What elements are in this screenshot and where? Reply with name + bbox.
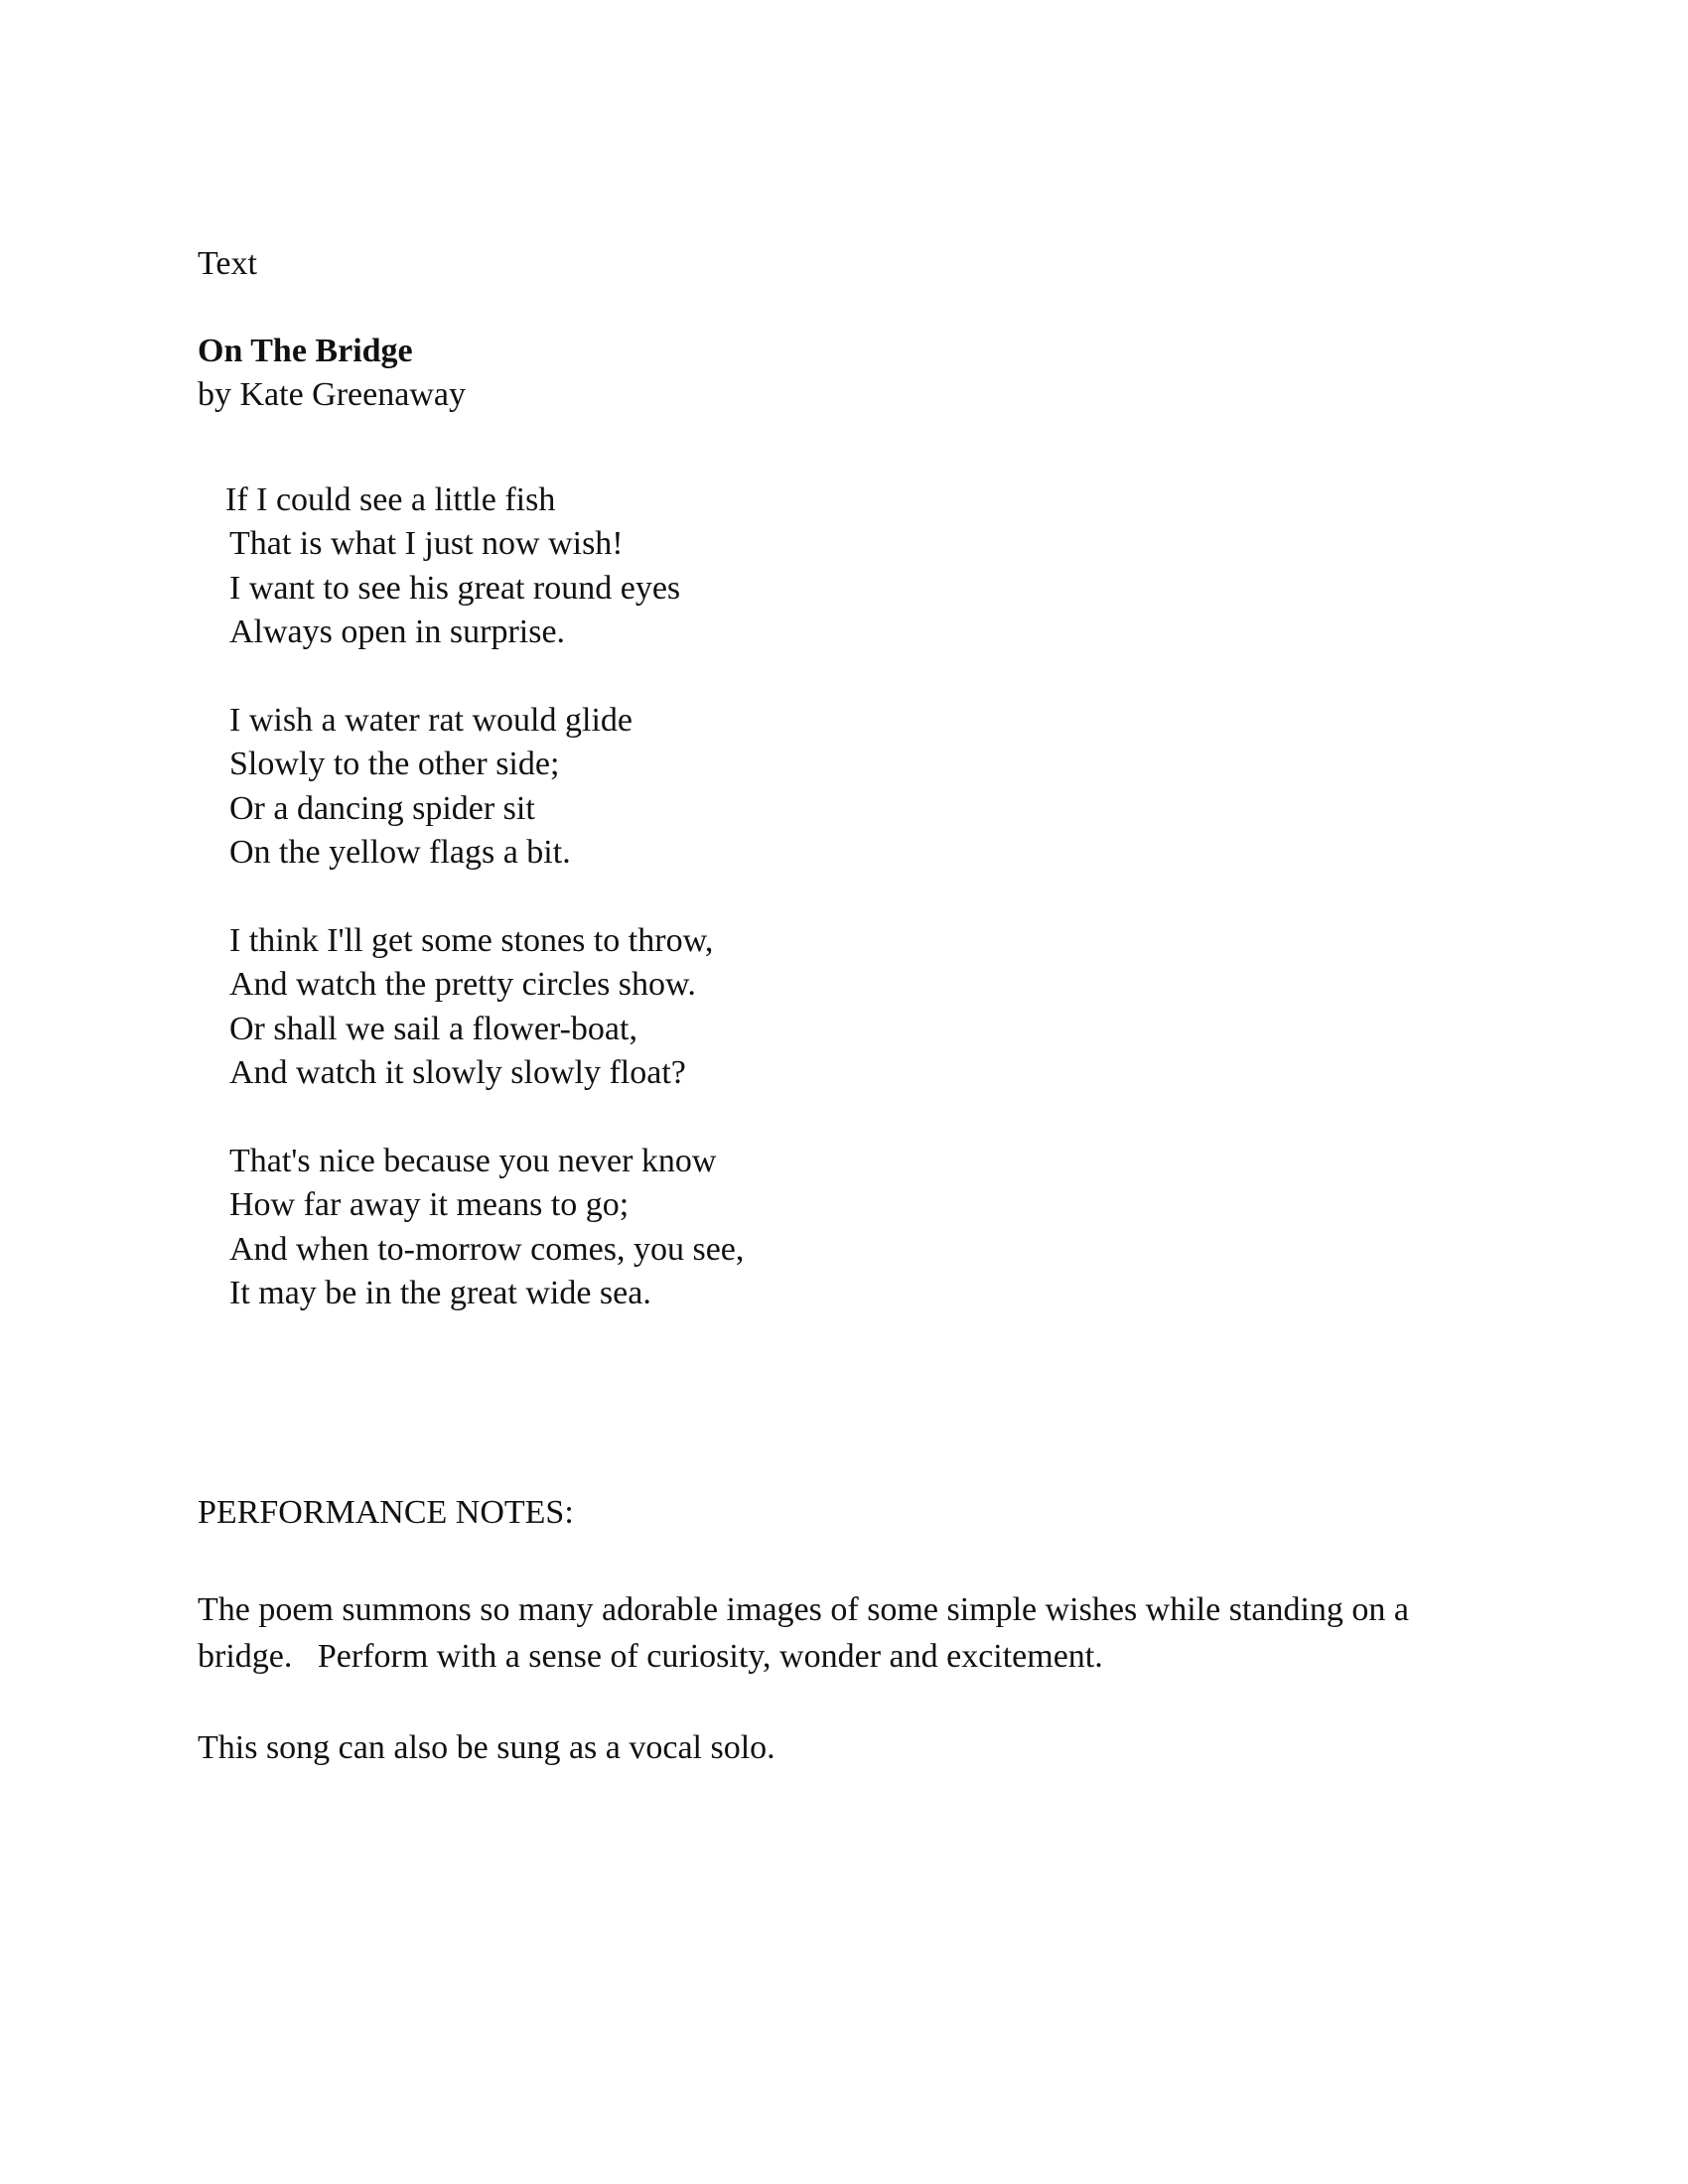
performance-notes-paragraph: This song can also be sung as a vocal solo. [198, 1729, 775, 1766]
poem-line: I want to see his great round eyes [229, 569, 681, 607]
poem-line: And watch the pretty circles show. [229, 966, 696, 1004]
poem-line: That is what I just now wish! [229, 525, 624, 563]
poem-stanza-2 [229, 699, 633, 875]
performance-notes-paragraph: The poem summons so many adorable images of some simple wishes while standing on a bridge. Perform with a sense of curiosity, wonder and excitement. [198, 1591, 1418, 1675]
poem-title: On The Bridge [198, 333, 413, 369]
poem-line: Slowly to the other side; [229, 746, 560, 783]
poem-line: And watch it slowly slowly float? [229, 1053, 686, 1091]
poem-line: It may be in the great wide sea. [229, 1274, 651, 1311]
poem-line: On the yellow flags a bit. [229, 833, 571, 871]
poem-line: Always open in surprise. [229, 613, 566, 650]
poem-line: If I could see a little fish [225, 481, 556, 518]
poem-line: That's nice because you never know [229, 1143, 717, 1179]
performance-notes-heading: PERFORMANCE NOTES: [198, 1494, 574, 1531]
poem-stanza-4 [229, 1140, 744, 1315]
poem-line: And when to-morrow comes, you see, [229, 1230, 745, 1268]
section-label: Text [198, 245, 257, 282]
poem-stanza-1 [225, 478, 681, 654]
poem-author: by Kate Greenaway [198, 376, 466, 413]
poem-line: I think I'll get some stones to throw, [229, 922, 714, 959]
poem-line: Or shall we sail a flower-boat, [229, 1010, 637, 1047]
poem-line: How far away it means to go; [229, 1186, 630, 1224]
poem-line: I wish a water rat would glide [229, 702, 633, 739]
poem-stanza-3 [229, 919, 713, 1095]
poem-line: Or a dancing spider sit [229, 789, 535, 827]
